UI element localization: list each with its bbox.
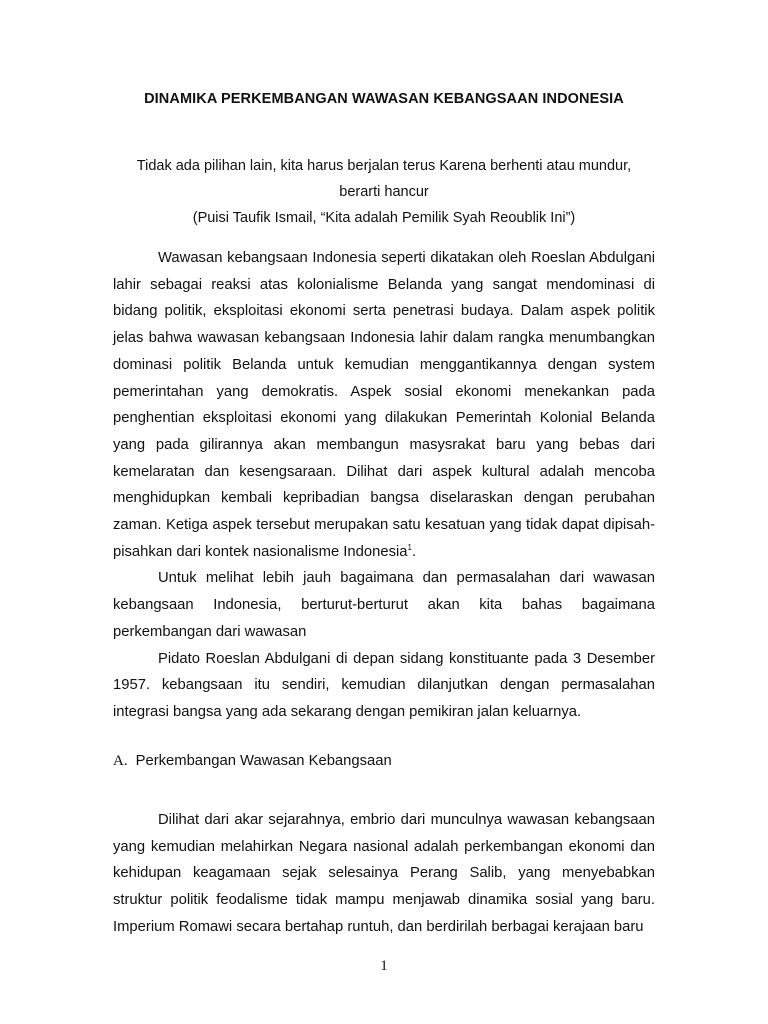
epigraph-citation: (Puisi Taufik Ismail, “Kita adalah Pemilik Syah Reoublik Ini”) [192,210,576,226]
paragraph: Wawasan kebangsaan Indonesia seperti dikatakan oleh Roeslan Abdulgani lahir sebagai reaksi atas kolonialisme Belanda yang sangat mendominasi di bidang politik, eksploitasi ekonomi serta penetrasi budaya. Dalam aspek politik jelas bahwa wawasan kebangsaan Indonesia lahir dalam rangka menumbangkan dominasi politik Belanda untuk kemudian menggantikannya dengan system pemerintahan yang demokratis. Aspek sosial ekonomi menekankan pada penghentian eksploitasi ekonomi yang dilakukan Pemerintah Kolonial Belanda yang pada gilirannya akan membangun masysrakat baru yang bebas dari kemelaratan dan kesengsaraan. Dilihat dari aspek kultural adalah mencoba menghidupkan kembali kepribadian bangsa diselaraskan dengan perubahan zaman. Ketiga aspek tersebut merupakan satu kesatuan yang tidak dapat dipisah-pisahkan dari kontek nasionalisme Indonesia$^1$. [113,250,655,560]
epigraph-line: Tidak ada pilihan lain, kita harus berjalan terus Karena berhenti atau mundur, [136,158,632,174]
section-letter: A. [113,753,128,769]
epigraph [0,153,768,231]
paragraph: Pidato Roeslan Abdulgani di depan sidang konstituante pada 3 Desember 1957. kebangsaan itu sendiri, kemudian dilanjutkan dengan permasalahan integrasi bangsa yang ada sekarang dengan pemikiran jalan keluarnya. [113,650,655,720]
paragraph: Dilihat dari akar sejarahnya, embrio dari munculnya wawasan kebangsaan yang kemudian melahirkan Negara nasional adalah perkembangan ekonomi dan kehidupan keagamaan sejak selesainya Perang Salib, yang menyebabkan struktur politik feodalisme tidak mampu menjawab dinamika sosial yang baru. Imperium Romawi secara bertahap runtuh, dan berdirilah berbagai kerajaan baru [113,812,655,935]
epigraph-line: berarti hancur [339,184,429,200]
page-number: 1 [380,958,388,974]
document-title: DINAMIKA PERKEMBANGAN WAWASAN KEBANGSAAN INDONESIA [144,91,624,107]
paragraph: Untuk melihat lebih jauh bagaimana dan permasalahan dari wawasan kebangsaan Indonesia, berturut-berturut akan kita bahas bagaimana perkembangan dari wawasan [113,570,655,640]
body-text [113,245,655,726]
section-body [113,807,655,941]
footnote-reference[interactable]: 1 [407,542,412,552]
section-heading-text: Perkembangan Wawasan Kebangsaan [135,753,392,769]
section-heading [113,753,392,770]
paragraph-text: Wawasan kebangsaan Indonesia seperti dikatakan oleh Roeslan Abdulgani lahir sebagai reaksi atas kolonialisme Belanda yang sangat mendominasi di bidang politik, eksploitasi ekonomi serta penetrasi budaya. Dalam aspek politik jelas bahwa wawasan kebangsaan Indonesia lahir dalam rangka menumbangkan dominasi politik Belanda untuk kemudian menggantikannya dengan system pemerintahan yang demokratis. Aspek sosial ekonomi menekankan pada penghentian eksploitasi ekonomi yang dilakukan Pemerintah Kolonial Belanda yang pada gilirannya akan membangun masysrakat baru yang bebas dari kemelaratan dan kesengsaraan. Dilihat dari aspek kultural adalah mencoba menghidupkan kembali kepribadian bangsa diselaraskan dengan perubahan zaman. Ketiga aspek tersebut merupakan satu kesatuan yang tidak dapat dipisah-pisahkan dari kontek nasionalisme Indonesia [113,250,655,560]
